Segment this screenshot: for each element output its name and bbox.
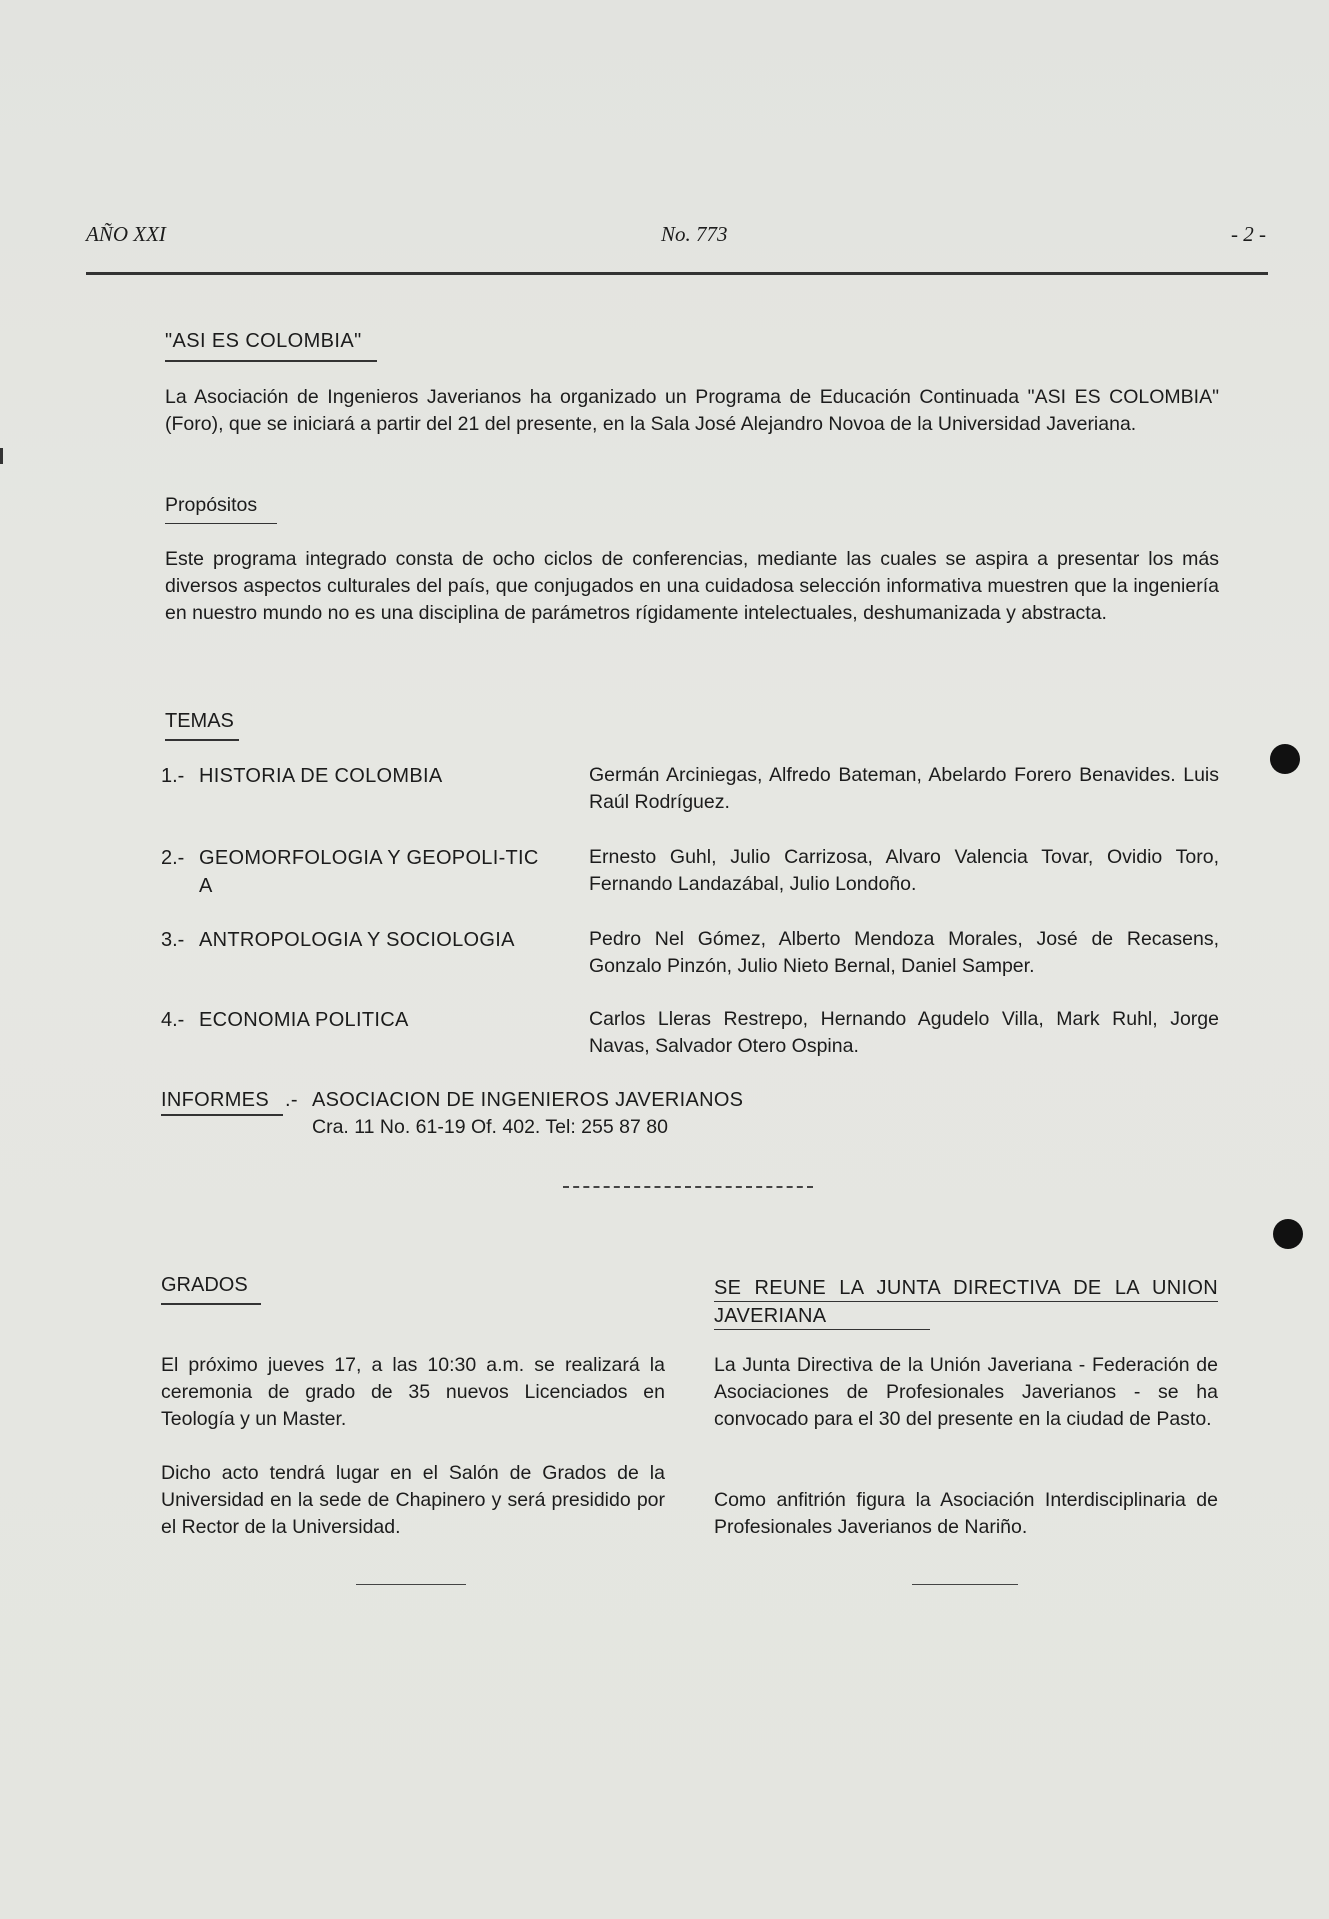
info-organization: ASOCIACION DE INGENIEROS JAVERIANOS [312, 1089, 744, 1111]
theme-speakers: Pedro Nel Gómez, Alberto Mendoza Morales, José de Recasens, Gonzalo Pinzón, Julio Nieto Bernal, Daniel Samper. [589, 928, 1219, 977]
grados-paragraph-2: Dicho acto tendrá lugar en el Salón de Grados de la Universidad en la sede de Chapinero y será presidido por el Rector de la Universidad. [161, 1462, 665, 1538]
grados-title: GRADOS [161, 1274, 248, 1296]
theme-title: ECONOMIA POLITICA [199, 1009, 409, 1031]
title-underline [165, 360, 377, 362]
page-header [86, 222, 1266, 262]
theme-speakers: Carlos Lleras Restrepo, Hernando Agudelo Villa, Mark Ruhl, Jorge Navas, Salvador Otero Ospina. [589, 1008, 1219, 1057]
purposes-heading: Propósitos [165, 494, 258, 516]
punch-hole [1273, 1219, 1303, 1249]
theme-number: 2.- [161, 847, 185, 869]
intro-paragraph: La Asociación de Ingenieros Javerianos ha organizado un Programa de Educación Continuada "ASI ES COLOMBIA" (Foro), que se iniciará a partir del 21 del presente, en la Sala José Alejandro Novoa de la Universidad Javeriana. [165, 386, 1219, 435]
junta-paragraph-2: Como anfitrión figura la Asociación Interdisciplinaria de Profesionales Javerianos de Nariño. [714, 1489, 1218, 1538]
year-label: AÑO XXI [86, 222, 166, 246]
article-title: "ASI ES COLOMBIA" [165, 330, 362, 352]
junta-underline-2 [714, 1329, 930, 1330]
themes-heading: TEMAS [165, 710, 234, 732]
theme-speakers: Ernesto Guhl, Julio Carrizosa, Alvaro Valencia Tovar, Ovidio Toro, Fernando Landazábal, Julio Londoño. [589, 846, 1219, 895]
info-address: Cra. 11 No. 61-19 Of. 402. Tel: 255 87 80 [312, 1116, 668, 1138]
theme-title: ANTROPOLOGIA Y SOCIOLOGIA [199, 929, 515, 951]
theme-title: HISTORIA DE COLOMBIA [199, 765, 443, 787]
header-rule [86, 272, 1268, 275]
info-label: INFORMES [161, 1089, 269, 1111]
grados-end-rule [356, 1584, 466, 1585]
themes-underline [165, 739, 239, 741]
punch-hole [1270, 744, 1300, 774]
grados-underline [161, 1303, 261, 1305]
junta-underline-1 [714, 1301, 1218, 1302]
junta-end-rule [912, 1584, 1018, 1585]
section-divider [563, 1186, 813, 1188]
theme-speakers: Germán Arciniegas, Alfredo Bateman, Abelardo Forero Benavides. Luis Raúl Rodríguez. [589, 764, 1219, 813]
grados-paragraph-1: El próximo jueves 17, a las 10:30 a.m. se realizará la ceremonia de grado de 35 nuevos Licenciados en Teología y un Master. [161, 1354, 665, 1430]
info-underline [161, 1114, 283, 1116]
theme-number: 1.- [161, 765, 185, 787]
theme-number: 4.- [161, 1009, 185, 1031]
junta-title: SE REUNE LA JUNTA DIRECTIVA DE LA UNION JAVERIANA [714, 1277, 1218, 1327]
junta-paragraph-1: La Junta Directiva de la Unión Javeriana - Federación de Asociaciones de Profesionales Javerianos - se ha convocado para el 30 del presente en la ciudad de Pasto. [714, 1354, 1218, 1430]
info-separator: .- [285, 1089, 298, 1111]
page-number: - 2 - [1231, 222, 1266, 246]
theme-number: 3.- [161, 929, 185, 951]
theme-title: GEOMORFOLOGIA Y GEOPOLI-TICA [199, 847, 539, 897]
purposes-underline [165, 523, 277, 524]
issue-number: No. 773 [661, 222, 728, 246]
margin-mark [0, 448, 3, 464]
purposes-paragraph: Este programa integrado consta de ocho ciclos de conferencias, mediante las cuales se aspira a presentar los más diversos aspectos culturales del país, que conjugados en una cuidadosa selección informativa muestren que la ingeniería en nuestro mundo no es una disciplina de parámetros rígidamente intelectuales, deshumanizada y abstracta. [165, 548, 1219, 624]
